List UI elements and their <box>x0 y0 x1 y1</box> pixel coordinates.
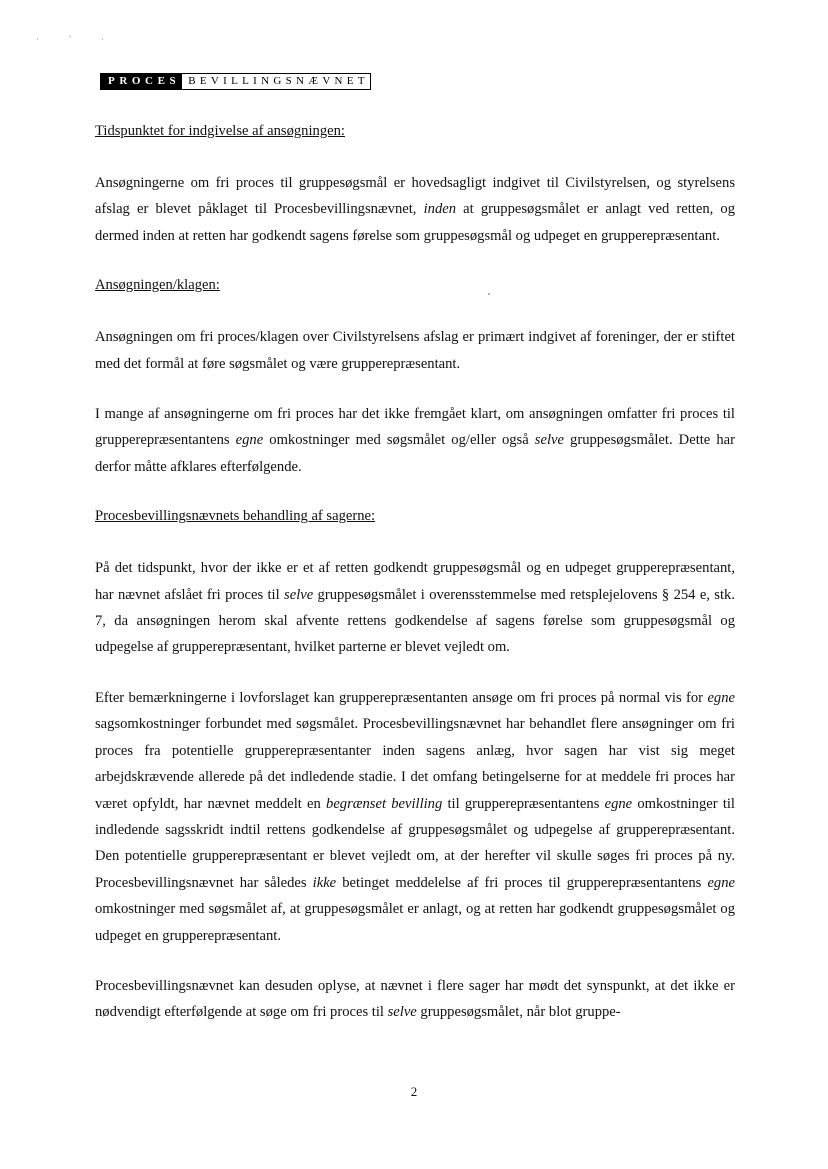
logo-bevillingsnaevnet: BEVILLINGSNÆVNET <box>188 75 369 87</box>
paragraph-text: gruppesøgsmålet. Dette har derfor måtte afklares efterfølgende. <box>95 432 736 475</box>
emphasis-text: begrænset bevilling <box>326 795 443 812</box>
body-paragraph <box>95 170 735 249</box>
section-heading: Procesbevillingsnævnets behandling af sagerne: <box>95 508 376 525</box>
body-paragraph <box>95 401 735 480</box>
section-heading: Tidspunktet for indgivelse af ansøgningen: <box>95 123 345 139</box>
letterhead-logo <box>100 73 371 90</box>
logo-proces: PROCES <box>101 74 182 89</box>
body-paragraph <box>95 324 735 377</box>
paragraph-text: Ansøgningen om fri proces/klagen over Civilstyrelsens afslag er primært indgivet af foreninger, der er stiftet med det formål at føre søgsmålet og være grupperepræsentant. <box>95 329 735 372</box>
emphasis-text: egne <box>235 432 264 449</box>
page-number: 2 <box>410 1084 418 1099</box>
paragraph-text: omkostninger med søgsmålet og/eller også <box>263 432 535 449</box>
emphasis-text: egne <box>707 874 735 891</box>
paragraph-text: til grupperepræsentantens <box>442 795 605 812</box>
paragraph-text: gruppesøgsmålet i overensstemmelse med retsplejelovens § 254 e, stk. 7, da ansøgningen herom skal afvente rettens godkendelse af sagens førelse som gruppesøgsmål og udpegelse af grupperepræsentant, hvilket parterne er blevet vejledt om. <box>95 586 735 656</box>
paragraph-text: I mange af ansøgningerne om fri proces har det ikke fremgået klart, om ansøgningen omfatter fri proces til grupperepræsentantens <box>95 406 735 449</box>
emphasis-text: inden <box>423 201 457 218</box>
emphasis-text: egne <box>604 795 633 812</box>
paragraph-text: På det tidspunkt, hvor der ikke er et af retten godkendt gruppesøgsmål og en udpeget grupperepræsentant, har nævnet afslået fri proces til <box>95 560 735 603</box>
paragraph-text: Procesbevillingsnævnet kan desuden oplyse, at nævnet i flere sager har mødt det synspunkt, at det ikke er nødvendigt efterfølgende at søge om fri proces til <box>95 977 735 1021</box>
paragraph-text: sagsomkostninger forbundet med søgsmålet. Procesbevillingsnævnet har behandlet flere ansøgninger om fri proces fra potentielle grupperepræsentanter inden sagens anlæg, hvor sagen har vist sig meget arbejdskrævende allerede på det indledende stadie. I det omfang betingelserne for at meddele fri proces har været opfyldt, har nævnet meddelt en <box>95 716 735 812</box>
document-body <box>95 119 735 1050</box>
paragraph-text: betinget meddelelse af fri proces til grupperepræsentantens <box>336 874 708 891</box>
scan-specks: · ' · <box>36 34 119 44</box>
emphasis-text: egne <box>707 689 735 706</box>
paragraph-text: omkostninger til indledende sagsskridt indtil rettens godkendelse af gruppesøgsmålet og udpegelse af grupperepræsentant. Den potentielle grupperepræsentant er blevet vejledt om, at der herefter vil skulle søges fri proces på ny. Procesbevillingsnævnet har således <box>95 795 735 891</box>
emphasis-text: ikke <box>312 874 337 891</box>
emphasis-text: selve <box>284 586 314 603</box>
emphasis-text: selve <box>534 432 564 449</box>
emphasis-text: selve <box>387 1004 417 1021</box>
paragraph-text: Ansøgningerne om fri proces til gruppesøgsmål er hovedsagligt indgivet til Civilstyrelsen, og styrelsens afslag er blevet påklaget til Procesbevillingsnævnet, <box>95 175 735 218</box>
paragraph-text: omkostninger med søgsmålet af, at gruppesøgsmålet er anlagt, og at retten har godkendt gruppesøgsmålet og udpeget en grupperepræsentant. <box>95 901 735 944</box>
body-paragraph <box>95 973 735 1026</box>
paragraph-text: gruppesøgsmålet, når blot gruppe- <box>416 1004 621 1021</box>
section-heading: Ansøgningen/klagen: <box>95 277 220 294</box>
paragraph-text: at gruppesøgsmålet er anlagt ved retten, og dermed inden at retten har godkendt sagens førelse som gruppesøgsmål og udpeget en grupperepræsentant. <box>95 201 735 244</box>
body-paragraph <box>95 685 735 949</box>
paragraph-text: Efter bemærkningerne i lovforslaget kan grupperepræsentanten ansøge om fri proces på normal vis for <box>95 689 708 706</box>
body-paragraph <box>95 555 735 661</box>
